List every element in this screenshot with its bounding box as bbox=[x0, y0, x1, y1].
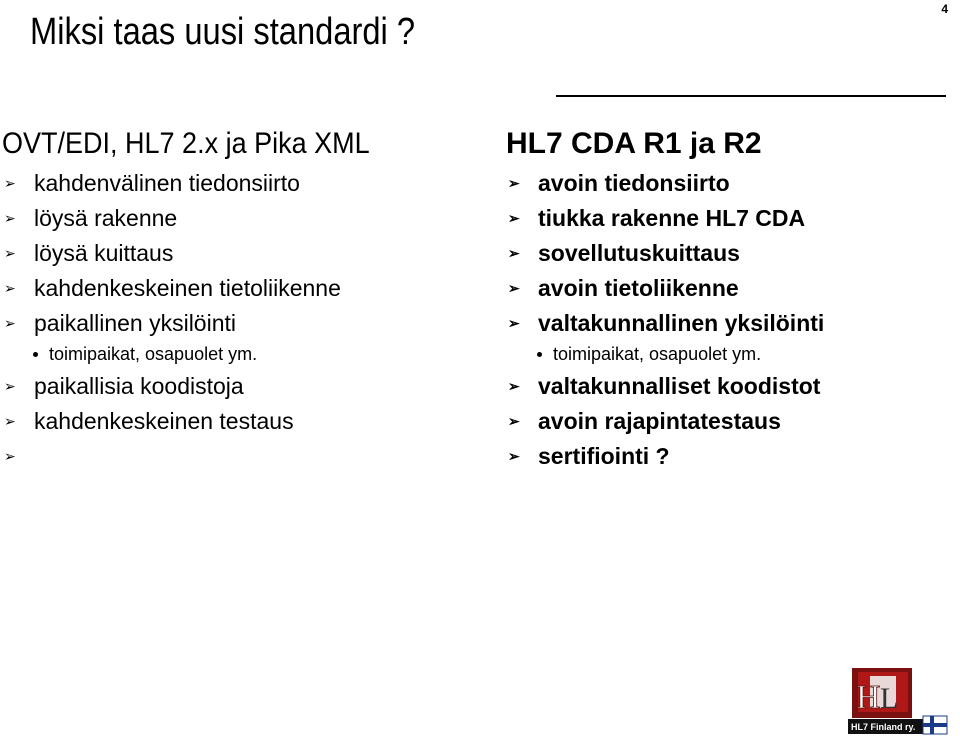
arrowhead-bullet-icon: ➢ bbox=[508, 280, 520, 296]
left-column bbox=[2, 126, 477, 474]
arrowhead-bullet-icon: ➢ bbox=[4, 413, 16, 429]
list-item bbox=[2, 236, 477, 271]
list-item-text: kahdenkeskeinen testaus bbox=[34, 408, 294, 434]
arrowhead-bullet-icon: ➢ bbox=[508, 315, 520, 331]
list-item-text: tiukka rakenne HL7 CDA bbox=[538, 205, 806, 231]
arrowhead-bullet-icon: ➢ bbox=[4, 245, 16, 261]
list-item bbox=[2, 341, 477, 369]
arrowhead-bullet-icon: ➢ bbox=[508, 210, 520, 226]
arrowhead-bullet-icon: ➢ bbox=[508, 448, 520, 464]
list-item-text: paikallinen yksilöinti bbox=[34, 310, 236, 336]
list-item-text: kahdenkeskeinen tietoliikenne bbox=[34, 275, 341, 301]
dot-bullet-icon bbox=[33, 352, 38, 357]
list-item bbox=[2, 201, 477, 236]
list-item bbox=[506, 306, 956, 341]
list-item-text: toimipaikat, osapuolet ym. bbox=[49, 344, 258, 364]
arrowhead-bullet-icon: ➢ bbox=[4, 448, 16, 464]
list-item bbox=[506, 404, 956, 439]
title-divider bbox=[556, 95, 946, 97]
right-bullet-list bbox=[506, 166, 956, 474]
arrowhead-bullet-icon: ➢ bbox=[4, 378, 16, 394]
arrowhead-bullet-icon: ➢ bbox=[508, 378, 520, 394]
list-item bbox=[2, 306, 477, 341]
svg-text:L: L bbox=[880, 682, 899, 715]
left-bullet-list bbox=[2, 166, 477, 474]
list-item-text: sertifiointi ? bbox=[538, 443, 670, 469]
list-item-text: kahdenvälinen tiedonsiirto bbox=[34, 170, 300, 196]
list-item-text: toimipaikat, osapuolet ym. bbox=[553, 344, 762, 364]
list-item bbox=[506, 201, 956, 236]
list-item-text: avoin tietoliikenne bbox=[538, 275, 739, 301]
right-column bbox=[506, 126, 956, 474]
list-item bbox=[2, 404, 477, 439]
list-item bbox=[506, 271, 956, 306]
svg-text:7: 7 bbox=[896, 686, 907, 711]
list-item bbox=[2, 369, 477, 404]
list-item bbox=[506, 369, 956, 404]
page-number: 4 bbox=[941, 2, 948, 16]
list-item-text: valtakunnallinen yksilöinti bbox=[538, 310, 825, 336]
arrowhead-bullet-icon: ➢ bbox=[508, 175, 520, 191]
list-item-text: paikallisia koodistoja bbox=[34, 373, 244, 399]
list-item-text: valtakunnalliset koodistot bbox=[538, 373, 821, 399]
list-item-text: löysä rakenne bbox=[34, 205, 178, 231]
svg-text:HL7 Finland ry.: HL7 Finland ry. bbox=[851, 722, 916, 732]
arrowhead-bullet-icon: ➢ bbox=[4, 175, 16, 191]
list-item bbox=[506, 166, 956, 201]
list-item bbox=[506, 341, 956, 369]
arrowhead-bullet-icon: ➢ bbox=[508, 413, 520, 429]
list-item bbox=[506, 236, 956, 271]
list-item-text: sovellutuskuittaus bbox=[538, 240, 740, 266]
right-column-heading: HL7 CDA R1 ja R2 bbox=[506, 127, 762, 160]
list-item-text: avoin rajapintatestaus bbox=[538, 408, 781, 434]
dot-bullet-icon bbox=[537, 352, 542, 357]
arrowhead-bullet-icon: ➢ bbox=[4, 315, 16, 331]
hl7-finland-logo bbox=[848, 666, 948, 736]
arrowhead-bullet-icon: ➢ bbox=[4, 280, 16, 296]
left-column-heading: OVT/EDI, HL7 2.x ja Pika XML bbox=[2, 127, 370, 160]
svg-text:H: H bbox=[856, 679, 881, 716]
arrowhead-bullet-icon: ➢ bbox=[508, 245, 520, 261]
slide-title: Miksi taas uusi standardi ? bbox=[30, 11, 416, 53]
list-item bbox=[506, 439, 956, 474]
list-item bbox=[2, 271, 477, 306]
list-item-text: löysä kuittaus bbox=[34, 240, 174, 266]
list-item bbox=[2, 439, 477, 474]
list-item bbox=[2, 166, 477, 201]
list-item-text: avoin tiedonsiirto bbox=[538, 170, 730, 196]
arrowhead-bullet-icon: ➢ bbox=[4, 210, 16, 226]
